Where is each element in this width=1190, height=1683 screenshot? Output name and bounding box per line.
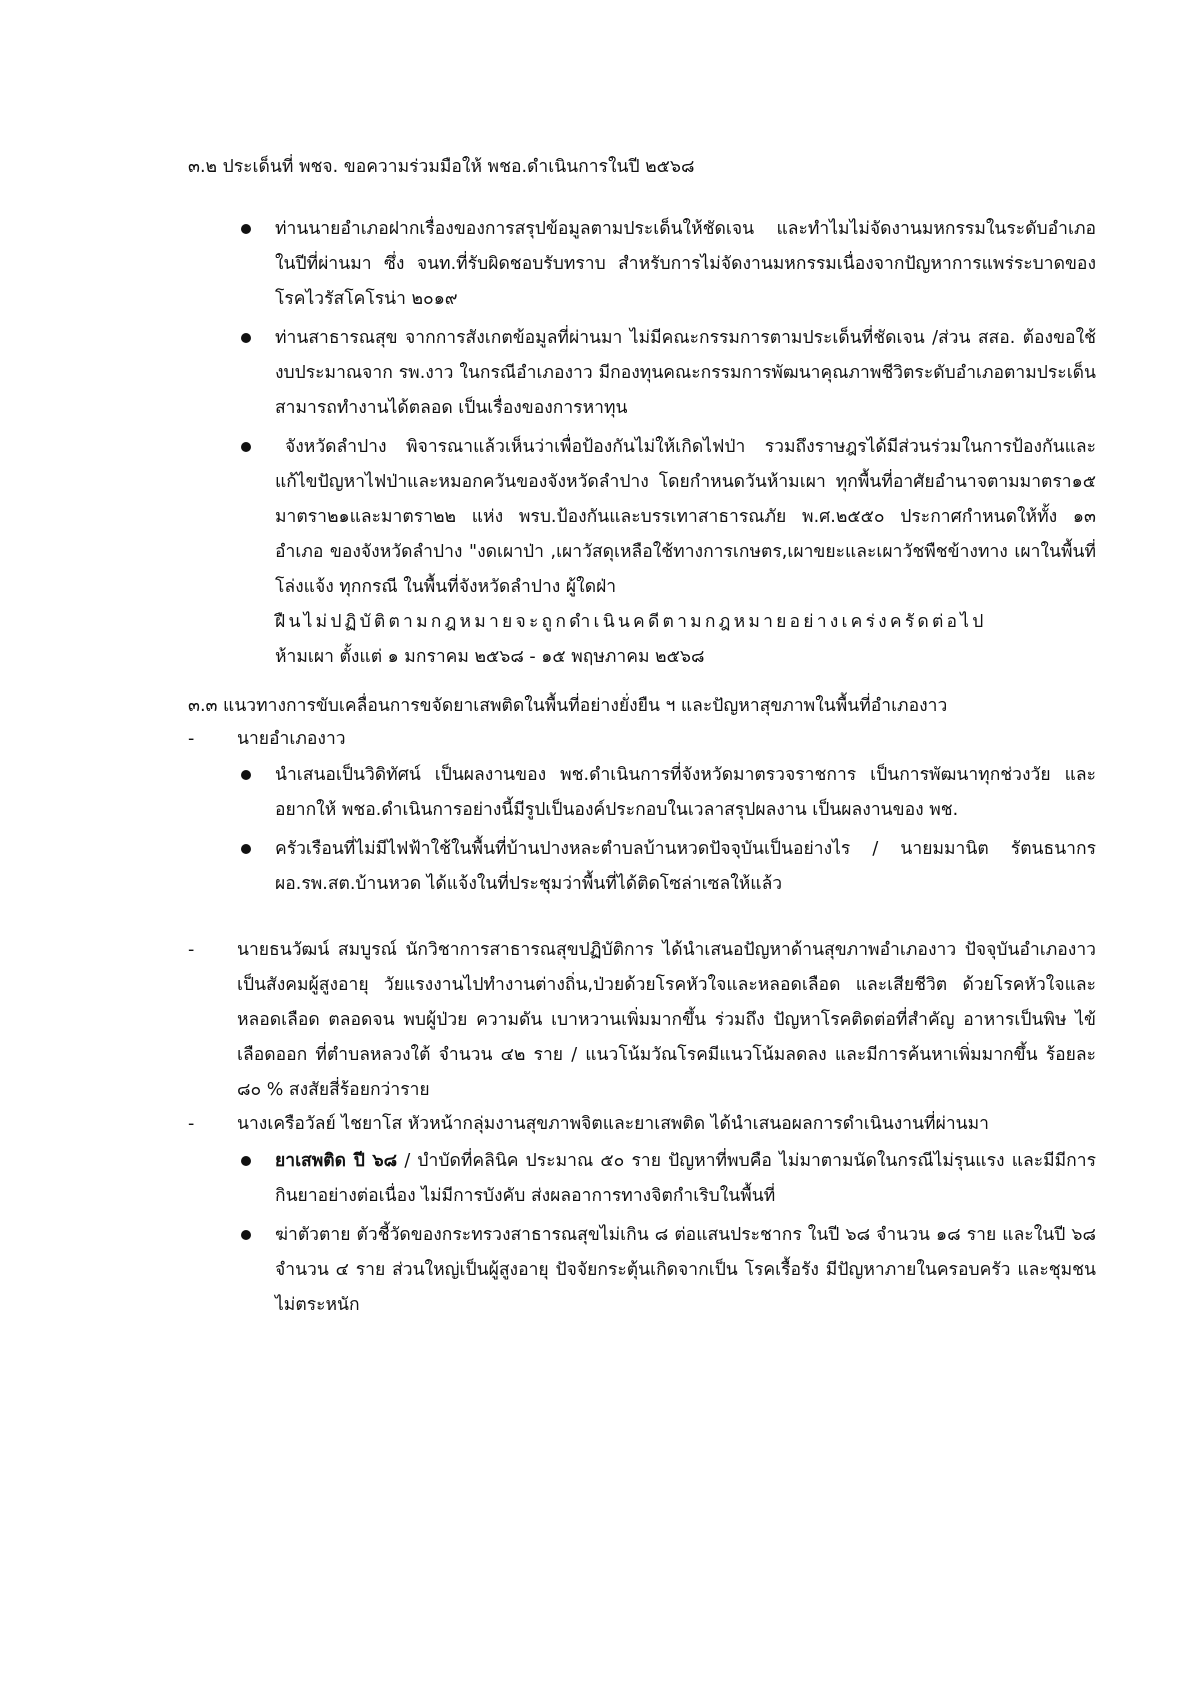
list-item bbox=[236, 430, 1096, 675]
list-item bbox=[236, 212, 1096, 317]
bullet-icon bbox=[241, 844, 251, 854]
dash-icon: - bbox=[188, 729, 195, 749]
bullet-icon bbox=[241, 770, 251, 780]
bullet-text: ท่านสาธารณสุข จากการสังเกตข้อมูลที่ผ่านมา ไม่มีคณะกรรมการตามประเด็นที่ชัดเจน /ส่วน สสอ. ต้องขอใช้งบประมาณจาก รพ.งาว ในกรณีอำเภองาว มีกองทุนคณะกรรมการพัฒนาคุณภาพชีวิตระดับอำเภอตามประเด็น สามารถทำงานได้ตลอด เป็นเรื่องของการหาทุน bbox=[275, 328, 1096, 418]
dash-item-mental-health-head bbox=[188, 1107, 1096, 1142]
list-item bbox=[236, 832, 1096, 902]
bullet-text: จังหวัดลำปาง พิจารณาแล้วเห็นว่าเพื่อป้องกันไม่ให้เกิดไฟป่า รวมถึงราษฎรได้มีส่วนร่วมในการป้องกันและแก้ไขปัญหาไฟป่าและหมอกควันของจังหวัดลำปาง โดยกำหนดวันห้ามเผา ทุกพื้นที่อาศัยอำนาจตามมาตรา๑๕ มาตรา๒๑และมาตรา๒๒ แห่ง พรบ.ป้องกันและบรรเทาสาธารณภัย พ.ศ.๒๕๕๐ ประกาศกำหนดให้ทั้ง ๑๓ อำเภอ ของจังหวัดลำปาง "งดเผาป่า ,เผาวัสดุเหลือใช้ทางการเกษตร,เผาขยะและเผาวัชพืชข้างทาง เผาในพื้นที่โล่งแจ้ง ทุกกรณี ในพื้นที่จังหวัดลำปาง ผู้ใดฝ่า bbox=[275, 437, 1096, 597]
section-3-2-bullet-list bbox=[236, 212, 1096, 675]
district-chief-bullet-list bbox=[236, 758, 1096, 902]
bullet-text: ครัวเรือนที่ไม่มีไฟฟ้าใช้ในพื้นที่บ้านปางหละตำบลบ้านหวดปัจจุบันเป็นอย่างไร / นายมมานิต รัตนธนากร ผอ.รพ.สต.บ้านหวด ได้แจ้งในที่ประชุมว่าพื้นที่ได้ติดโซล่าเซลให้แล้ว bbox=[275, 839, 1096, 894]
bullet-icon bbox=[241, 333, 251, 343]
bullet-bold-label: ยาเสพติด ปี ๖๘ bbox=[275, 1151, 398, 1171]
bullet-text-end: ห้ามเผา ตั้งแต่ ๑ มกราคม ๒๕๖๘ - ๑๕ พฤษภาคม ๒๕๖๘ bbox=[275, 647, 705, 667]
bullet-icon bbox=[241, 224, 251, 234]
bullet-icon bbox=[241, 1230, 251, 1240]
dash-item-health-officer bbox=[188, 933, 1096, 1108]
dash-text: นายอำเภองาว bbox=[237, 729, 346, 749]
dash-item-district-chief bbox=[188, 722, 1096, 757]
section-3-3-heading: ๓.๓ แนวทางการขับเคลื่อนการขจัดยาเสพติดในพื้นที่อย่างยั่งยืน ฯ และปัญหาสุขภาพในพื้นที่อำเภองาว bbox=[188, 696, 948, 716]
section-3-2-heading: ๓.๒ ประเด็นที่ พชจ. ขอความร่วมมือให้ พชอ.ดำเนินการในปี ๒๕๖๘ bbox=[188, 157, 695, 177]
list-item bbox=[236, 321, 1096, 426]
list-item bbox=[236, 1218, 1096, 1323]
list-item bbox=[236, 1144, 1096, 1214]
bullet-icon bbox=[241, 442, 251, 452]
bullet-text: ท่านนายอำเภอฝากเรื่องของการสรุปข้อมูลตามประเด็นให้ชัดเจน และทำไมไม่จัดงานมหกรรมในระดับอำเภอในปีที่ผ่านมา ซึ่ง จนท.ที่รับผิดชอบรับทราบ สำหรับการไม่จัดงานมหกรรมเนื่องจากปัญหาการแพร่ระบาดของโรคไวรัสโคโรน่า ๒๐๑๙ bbox=[275, 219, 1096, 309]
list-item bbox=[236, 758, 1096, 828]
mental-health-bullet-list bbox=[236, 1144, 1096, 1323]
dash-icon: - bbox=[188, 940, 195, 960]
dash-text: นายธนวัฒน์ สมบูรณ์ นักวิชาการสาธารณสุขปฏิบัติการ ได้นำเสนอปัญหาด้านสุขภาพอำเภองาว ปัจจุบันอำเภองาว เป็นสังคมผู้สูงอายุ วัยแรงงานไปทำงานต่างถิ่น,ป่วยด้วยโรคหัวใจและหลอดเลือด และเสียชีวิต ด้วยโรคหัวใจและหลอดเลือด ตลอดจน พบผู้ป่วย ความดัน เบาหวานเพิ่มมากขึ้น ร่วมถึง ปัญหาโรคติดต่อที่สำคัญ อาหารเป็นพิษ ไข้เลือดออก ที่ตำบลหลวงใต้ จำนวน ๔๒ ราย / แนวโน้มวัณโรคมีแนวโน้มลดลง และมีการค้นหาเพิ่มมากขึ้น ร้อยละ ๘๐ % สงสัยสี่ร้อยกว่าราย bbox=[237, 940, 1096, 1100]
bullet-text: นำเสนอเป็นวิดิทัศน์ เป็นผลงานของ พช.ดำเนินการที่จังหวัดมาตรวจราชการ เป็นการพัฒนาทุกช่วงวัย และอยากให้ พชอ.ดำเนินการอย่างนี้มีรูปเป็นองค์ประกอบในเวลาสรุปผลงาน เป็นผลงานของ พช. bbox=[275, 765, 1096, 820]
bullet-text: / บำบัดที่คลินิค ประมาณ ๕๐ ราย ปัญหาที่พบคือ ไม่มาตามนัดในกรณีไม่รุนแรง และมีมีการกินยาอย่างต่อเนื่อง ไม่มีการบังคับ ส่งผลอาการทางจิตกำเริบในพื้นที่ bbox=[275, 1151, 1097, 1206]
bullet-text-spaced: ฝืนไม่ปฏิบัติตามกฎหมายจะถูกดำเนินคดีตามกฎหมายอย่างเคร่งครัดต่อไป bbox=[275, 612, 987, 632]
dash-text: นางเครือวัลย์ ไชยาโส หัวหน้ากลุ่มงานสุขภาพจิตและยาเสพติด ได้นำเสนอผลการดำเนินงานที่ผ่านมา bbox=[237, 1114, 989, 1134]
bullet-text: ฆ่าตัวตาย ตัวชี้วัดของกระทรวงสาธารณสุขไม่เกิน ๘ ต่อแสนประชากร ในปี ๖๘ จำนวน ๑๘ ราย และในปี ๖๘ จำนวน ๔ ราย ส่วนใหญ่เป็นผู้สูงอายุ ปัจจัยกระตุ้นเกิดจากเป็น โรคเรื้อรัง มีปัญหาภายในครอบครัว และชุมชน ไม่ตระหนัก bbox=[275, 1225, 1096, 1315]
dash-icon: - bbox=[188, 1114, 195, 1134]
bullet-icon bbox=[241, 1156, 251, 1166]
